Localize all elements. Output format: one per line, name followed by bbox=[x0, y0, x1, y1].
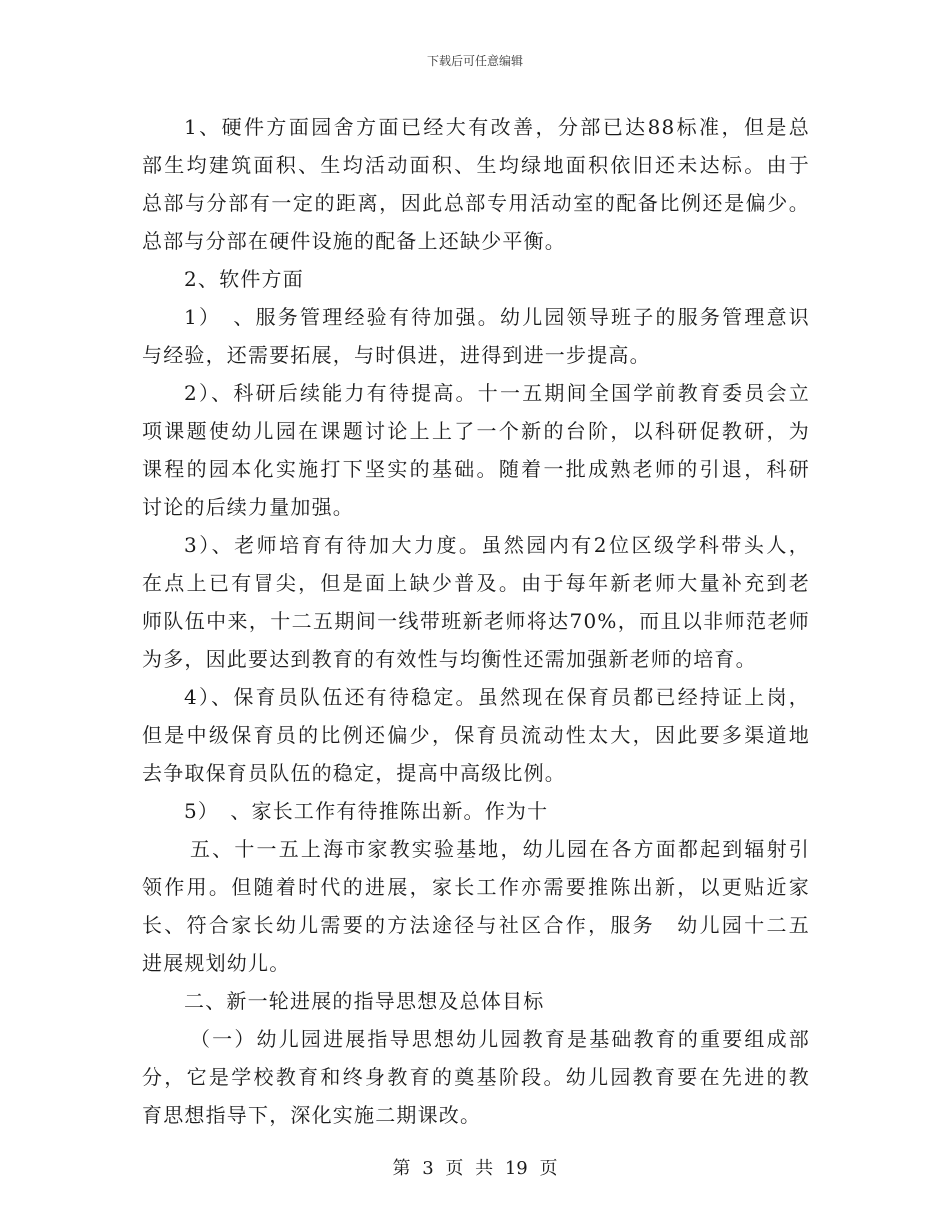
text-line: 2、软件方面 bbox=[184, 267, 304, 291]
text-line: 去争取保育员队伍的稳定，提高中高级比例。 bbox=[142, 761, 566, 785]
text-line: 总部与分部在硬件设施的配备上还缺少平衡。 bbox=[142, 229, 566, 253]
text-line: 进展规划幼儿。 bbox=[142, 951, 291, 975]
text-line: 领作用。但随着时代的进展，家长工作亦需要推陈出新，以更贴近家 bbox=[142, 875, 810, 899]
text-line: 5） 、家长工作有待推陈出新。作为十 bbox=[184, 799, 549, 823]
text-line: 部生均建筑面积、生均活动面积、生均绿地面积依旧还未达标。由于 bbox=[142, 153, 810, 177]
text-line: 总部与分部有一定的距离，因此总部专用活动室的配备比例还是偏少。 bbox=[142, 191, 810, 215]
text-line: 与经验，还需要拓展，与时俱进，进得到进一步提高。 bbox=[142, 343, 651, 367]
text-line: 3）、老师培育有待加大力度。虽然园内有2位区级学科带头人， bbox=[184, 533, 810, 557]
text-line: 五、十一五上海市家教实验基地，幼儿园在各方面都起到辐射引 bbox=[190, 837, 810, 861]
text-line: 分，它是学校教育和终身教育的奠基阶段。幼儿园教育要在先进的教 bbox=[142, 1065, 810, 1089]
document-body bbox=[142, 108, 810, 1134]
text-line: 长、符合家长幼儿需要的方法途径与社区合作，服务 幼儿园十二五 bbox=[142, 913, 810, 937]
text-line: （一）幼儿园进展指导思想幼儿园教育是基础教育的重要组成部 bbox=[190, 1027, 810, 1051]
text-line: 为多，因此要达到教育的有效性与均衡性还需加强新老师的培育。 bbox=[142, 647, 757, 671]
text-line: 讨论的后续力量加强。 bbox=[142, 495, 354, 519]
page-header: 下载后可任意编辑 bbox=[426, 54, 523, 68]
text-line: 育思想指导下，深化实施二期课改。 bbox=[142, 1103, 482, 1127]
text-line: 但是中级保育员的比例还偏少，保育员流动性太大，因此要多渠道地 bbox=[142, 723, 810, 747]
text-line: 4）、保育员队伍还有待稳定。虽然现在保育员都已经持证上岗， bbox=[184, 685, 810, 709]
text-line: 课程的园本化实施打下坚实的基础。随着一批成熟老师的引退，科研 bbox=[142, 457, 810, 481]
text-line: 1、硬件方面园舍方面已经大有改善，分部已达88标准，但是总 bbox=[184, 115, 810, 139]
text-line: 2）、科研后续能力有待提高。十一五期间全国学前教育委员会立 bbox=[184, 381, 810, 405]
text-line: 在点上已有冒尖，但是面上缺少普及。由于每年新老师大量补充到老 bbox=[142, 571, 810, 595]
text-line: 二、新一轮进展的指导思想及总体目标 bbox=[184, 989, 545, 1013]
page-number: 第 3 页 共 19 页 bbox=[392, 1158, 558, 1179]
text-line: 1） 、服务管理经验有待加强。幼儿园领导班子的服务管理意识 bbox=[184, 305, 810, 329]
text-line: 师队伍中来，十二五期间一线带班新老师将达70%，而且以非师范老师 bbox=[142, 609, 810, 633]
text-line: 项课题使幼儿园在课题讨论上上了一个新的台阶，以科研促教研，为 bbox=[142, 419, 810, 443]
